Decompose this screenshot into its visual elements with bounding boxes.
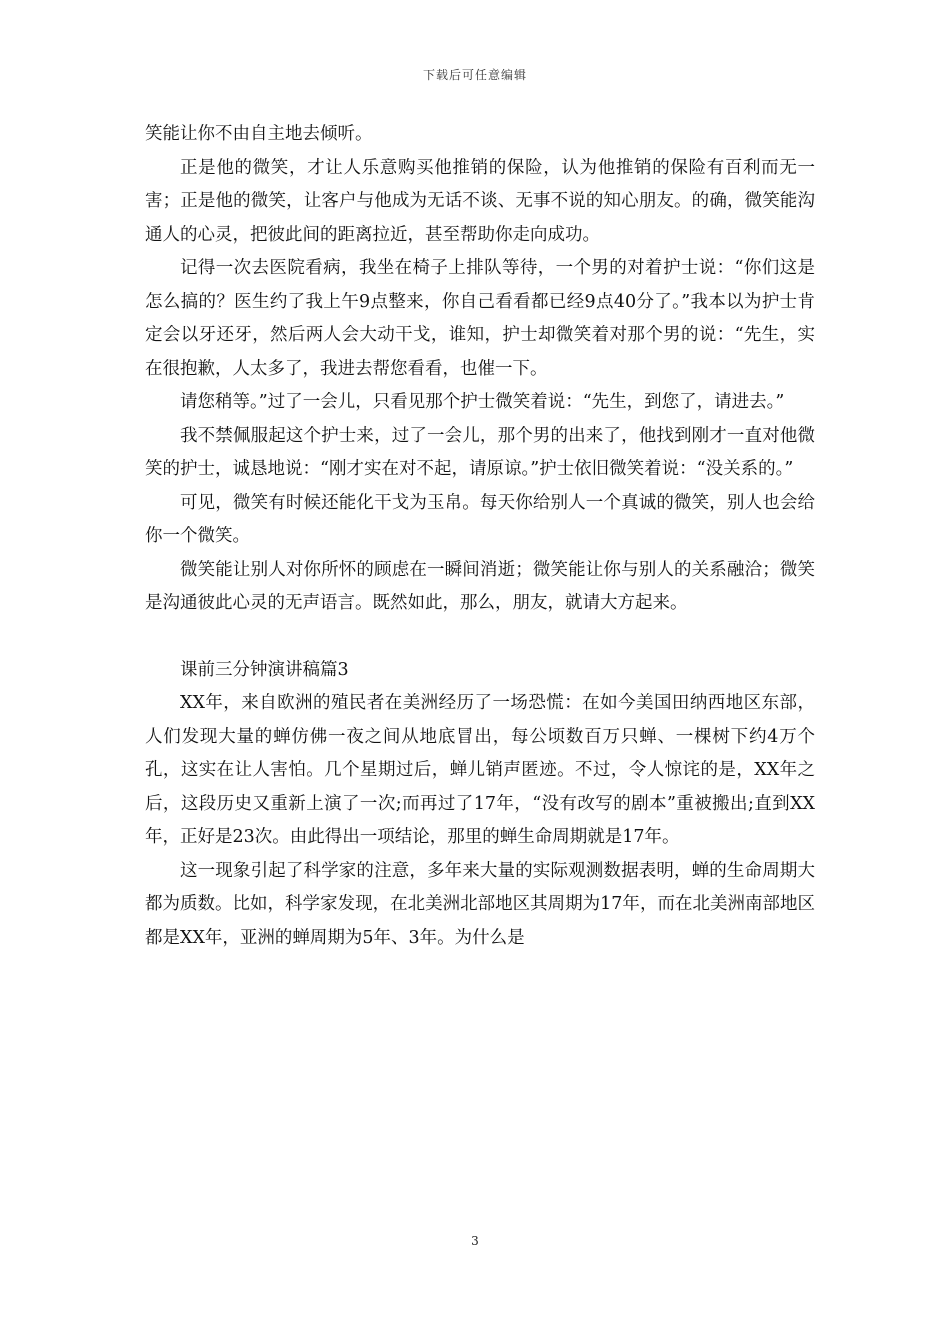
page-header: 下载后可任意编辑	[422, 68, 527, 82]
section-title: 课前三分钟演讲稿篇3	[180, 659, 349, 680]
document-body	[145, 118, 815, 955]
section-spacer	[145, 621, 815, 654]
paragraph-2: 正是他的微笑，才让人乐意购买他推销的保险，认为他推销的保险有百利而无一害；正是他的微笑，让客户与他成为无话不谈、无事不说的知心朋友。的确，微笑能沟通人的心灵，把彼此间的距离拉近，甚至帮助你走向成功。	[145, 157, 815, 245]
page-number: 3	[471, 1234, 479, 1248]
paragraph-1: 笑能让你不由自主地去倾听。	[145, 124, 373, 144]
paragraph-5: 我不禁佩服起这个护士来，过了一会儿，那个男的出来了，他找到刚才一直对他微笑的护士，诚恳地说：“刚才实在对不起，请原谅。”护士依旧微笑着说：“没关系的。”	[145, 425, 815, 479]
section-paragraph-2: 这一现象引起了科学家的注意，多年来大量的实际观测数据表明，蝉的生命周期大都为质数。比如，科学家发现，在北美洲北部地区其周期为17年，而在北美洲南部地区都是XX年，亚洲的蝉周期为5年、3年。为什么是	[145, 860, 815, 948]
paragraph-7: 微笑能让别人对你所怀的顾虑在一瞬间消逝；微笑能让你与别人的关系融洽；微笑是沟通彼此心灵的无声语言。既然如此，那么，朋友，就请大方起来。	[145, 559, 815, 613]
section-paragraph-1: XX年，来自欧洲的殖民者在美洲经历了一场恐慌：在如今美国田纳西地区东部，人们发现大量的蝉仿佛一夜之间从地底冒出，每公顷数百万只蝉、一棵树下约4万个孔，这实在让人害怕。几个星期过后，蝉儿销声匿迹。不过，令人惊诧的是，XX年之后，这段历史又重新上演了一次;而再过了17年，“没有改写的剧本”重被搬出;直到XX年，正好是23次。由此得出一项结论，那里的蝉生命周期就是17年。	[145, 693, 815, 847]
paragraph-6: 可见，微笑有时候还能化干戈为玉帛。每天你给别人一个真诚的微笑，别人也会给你一个微笑。	[145, 492, 815, 546]
paragraph-4: 请您稍等。”过了一会儿，只看见那个护士微笑着说：“先生，到您了，请进去。”	[180, 392, 785, 412]
paragraph-3: 记得一次去医院看病，我坐在椅子上排队等待，一个男的对着护士说：“你们这是怎么搞的？医生约了我上午9点整来，你自己看看都已经9点40分了。”我本以为护士肯定会以牙还牙，然后两人会大动干戈，谁知，护士却微笑着对那个男的说：“先生，实在很抱歉，人太多了，我进去帮您看看，也催一下。	[145, 258, 815, 379]
